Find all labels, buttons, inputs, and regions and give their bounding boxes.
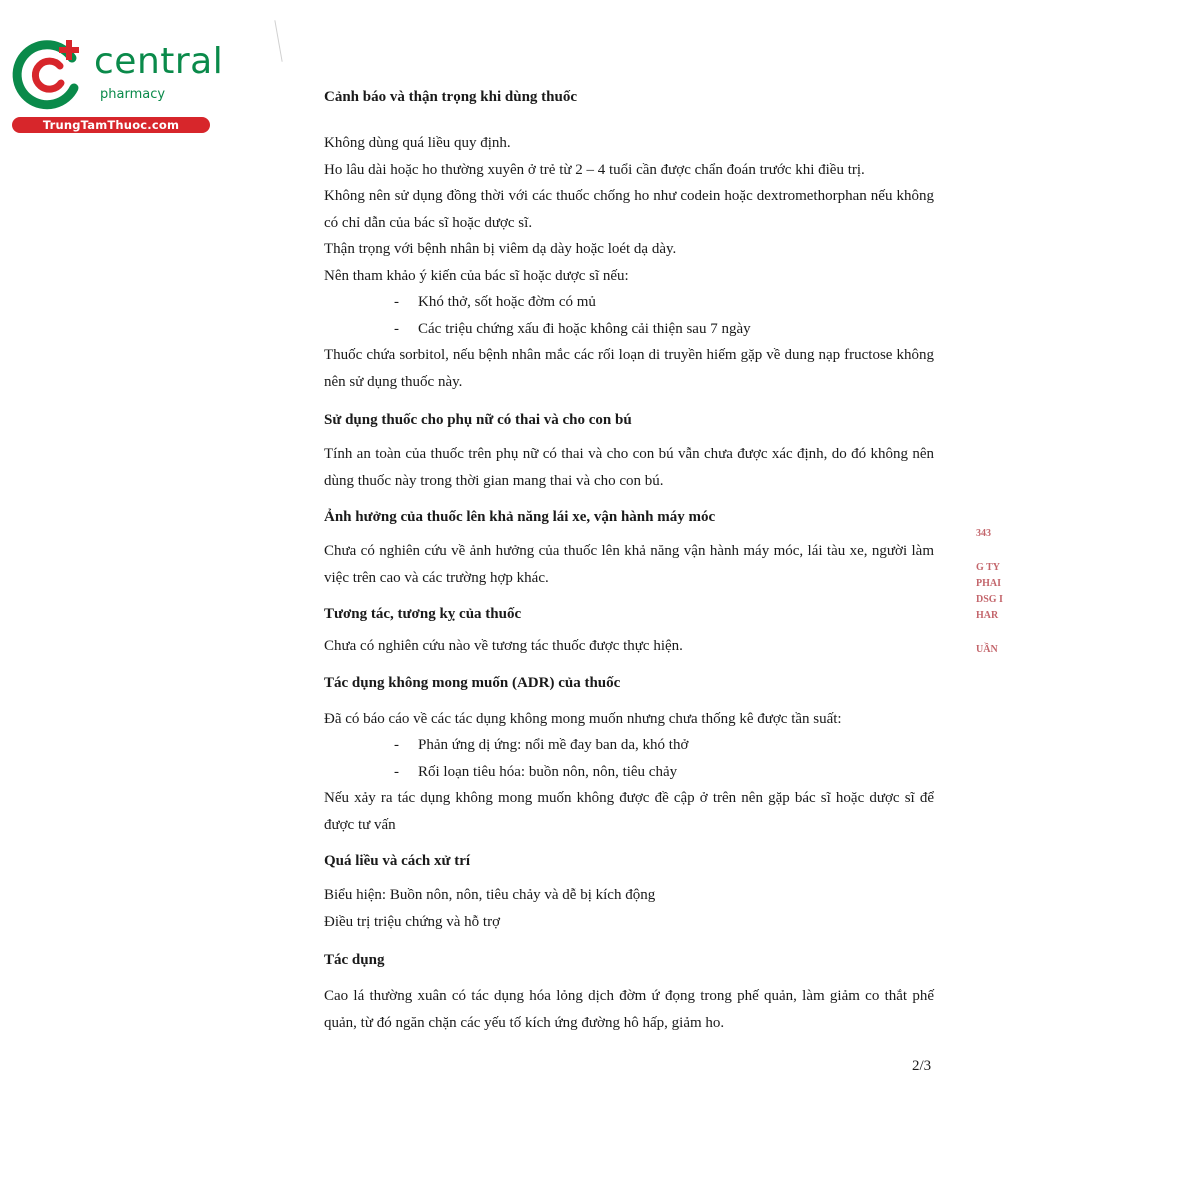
paragraph: Chưa có nghiên cứu nào về tương tác thuốc được thực hiện.: [324, 638, 683, 654]
stamp-text: DSG I: [976, 594, 1003, 605]
section-driving: [324, 506, 934, 591]
list-item: [324, 732, 934, 759]
paragraph: Thận trọng với bệnh nhân bị viêm dạ dày hoặc loét dạ dày.: [324, 241, 677, 257]
section-effects: [324, 949, 934, 1036]
paragraph: Nên tham khảo ý kiến của bác sĩ hoặc dược sĩ nếu:: [324, 267, 629, 284]
list-item: [324, 316, 934, 343]
paragraph: Đã có báo cáo về các tác dụng không mong muốn nhưng chưa thống kê được tần suất:: [324, 710, 842, 727]
list-item-text: Phản ứng dị ứng: nổi mề đay ban da, khó thở: [418, 737, 689, 753]
paragraph: Thuốc chứa sorbitol, nếu bệnh nhân mắc các rối loạn di truyền hiếm gặp về dung nạp fructose không nên sử dụng thuốc này.: [324, 347, 934, 390]
brand-subtitle: pharmacy: [100, 87, 166, 102]
paragraph: Ho lâu dài hoặc ho thường xuyên ở trẻ từ 2 – 4 tuổi cần được chẩn đoán trước khi điều trị.: [324, 161, 865, 178]
stamp-text: HAR: [976, 610, 999, 621]
list-item-text: Các triệu chứng xấu đi hoặc không cải thiện sau 7 ngày: [418, 320, 751, 337]
list-item: [324, 759, 934, 786]
stamp-text: UẦN: [976, 644, 998, 655]
list-item-text: Rối loạn tiêu hóa: buồn nôn, nôn, tiêu chảy: [418, 763, 678, 780]
section-heading: Quá liều và cách xử trí: [324, 853, 471, 869]
pharmacy-logo-icon: [10, 36, 86, 112]
dash-bullet: -: [394, 737, 399, 753]
section-heading: Ảnh hưởng của thuốc lên khả năng lái xe, vận hành máy móc: [324, 509, 716, 525]
paragraph: Tính an toàn của thuốc trên phụ nữ có thai và cho con bú vẫn chưa được xác định, do đó không nên dùng thuốc này trong thời gian mang thai và cho con bú.: [324, 446, 934, 489]
paragraph: Biểu hiện: Buồn nôn, nôn, tiêu chảy và dễ bị kích động: [324, 887, 656, 903]
stamp-text: PHAI: [976, 578, 1001, 589]
paragraph: Điều trị triệu chứng và hỗ trợ: [324, 913, 501, 930]
section-overdose: [324, 850, 934, 935]
section-interactions: [324, 603, 934, 660]
document-body: [324, 86, 934, 1036]
paragraph: Cao lá thường xuân có tác dụng hóa lỏng dịch đờm ứ đọng trong phế quản, làm giảm co thắt phế quản, từ đó ngăn chặn các yếu tố kích ứng đường hô hấp, giảm ho.: [324, 988, 934, 1031]
brand-name: central: [94, 41, 224, 82]
paper-crease: [274, 20, 282, 62]
paragraph: Nếu xảy ra tác dụng không mong muốn không được đề cập ở trên nên gặp bác sĩ hoặc dược sĩ để được tư vấn: [324, 790, 934, 833]
list-item-text: Khó thở, sốt hoặc đờm có mủ: [418, 294, 596, 310]
red-stamp: [968, 520, 1008, 670]
site-badge[interactable]: TrungTamThuoc.com: [12, 117, 210, 133]
paragraph: Không nên sử dụng đồng thời với các thuốc chống ho như codein hoặc dextromethorphan nếu không có chỉ dẫn của bác sĩ hoặc dược sĩ.: [324, 188, 934, 231]
page-number: 2/3: [912, 1058, 932, 1074]
section-warnings: [324, 86, 934, 395]
paragraph: Không dùng quá liều quy định.: [324, 135, 511, 151]
section-pregnancy: [324, 409, 934, 494]
dash-bullet: -: [394, 763, 399, 780]
central-pharmacy-logo[interactable]: [10, 36, 224, 136]
stamp-text: 343: [976, 528, 991, 539]
section-heading: Cảnh báo và thận trọng khi dùng thuốc: [324, 89, 578, 105]
dash-bullet: -: [394, 320, 399, 337]
section-heading: Tác dụng không mong muốn (ADR) của thuốc: [324, 674, 621, 691]
section-heading: Tác dụng: [324, 952, 385, 968]
section-heading: Sử dụng thuốc cho phụ nữ có thai và cho con bú: [324, 412, 632, 428]
stamp-text: G TY: [976, 562, 1000, 573]
section-heading: Tương tác, tương kỵ của thuốc: [324, 606, 522, 622]
paragraph: Chưa có nghiên cứu về ảnh hưởng của thuốc lên khả năng vận hành máy móc, lái tàu xe, người làm việc trên cao và các trường hợp khác.: [324, 543, 934, 586]
section-adverse-effects: [324, 672, 934, 839]
list-item: [324, 289, 934, 316]
dash-bullet: -: [394, 294, 399, 310]
